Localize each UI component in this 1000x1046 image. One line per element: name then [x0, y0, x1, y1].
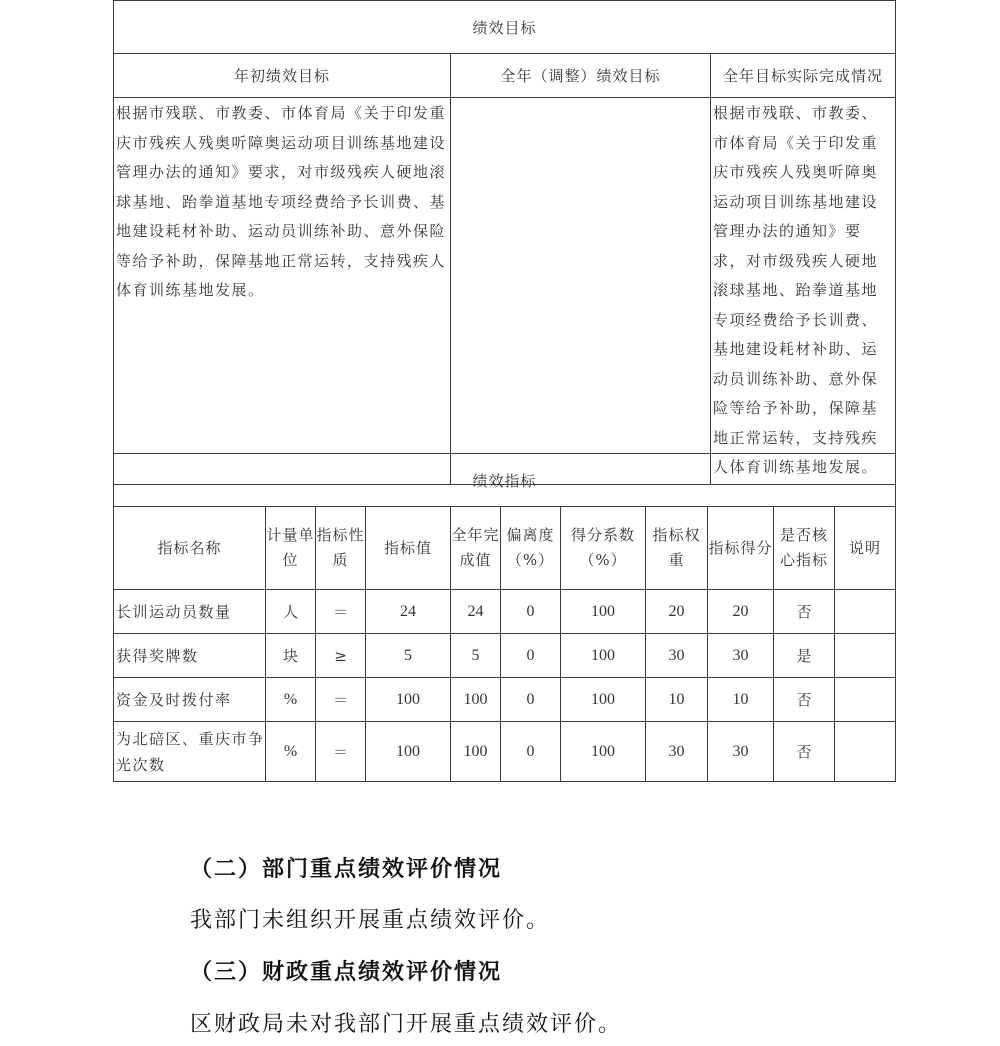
cell-score: 10	[708, 678, 774, 722]
header-core: 是否核心指标	[774, 507, 835, 590]
cell-coefficient: 100	[561, 634, 646, 678]
adjusted-goal-text	[451, 98, 711, 485]
cell-actual: 24	[451, 590, 501, 634]
cell-deviation: 0	[501, 634, 561, 678]
cell-target: 24	[366, 590, 451, 634]
cell-unit: 人	[266, 590, 316, 634]
table-row	[114, 722, 896, 782]
cell-nature: ≥	[316, 634, 366, 678]
cell-coefficient: 100	[561, 590, 646, 634]
cell-core: 是	[774, 634, 835, 678]
cell-deviation: 0	[501, 678, 561, 722]
section-heading-finance-evaluation: （三）财政重点绩效评价情况	[190, 959, 503, 985]
performance-goal-table	[113, 0, 896, 485]
cell-target: 100	[366, 722, 451, 782]
cell-note	[835, 590, 896, 634]
cell-weight: 10	[646, 678, 708, 722]
cell-name: 长训运动员数量	[114, 590, 266, 634]
cell-nature: ＝	[316, 678, 366, 722]
cell-target: 5	[366, 634, 451, 678]
indicator-header-row	[114, 507, 896, 590]
cell-unit: %	[266, 678, 316, 722]
performance-indicator-table	[113, 453, 896, 782]
cell-score: 30	[708, 722, 774, 782]
cell-weight: 30	[646, 722, 708, 782]
cell-deviation: 0	[501, 722, 561, 782]
indicator-table-title: 绩效指标	[114, 454, 896, 507]
cell-actual: 100	[451, 722, 501, 782]
cell-target: 100	[366, 678, 451, 722]
cell-nature: ＝	[316, 590, 366, 634]
cell-unit: %	[266, 722, 316, 782]
cell-weight: 30	[646, 634, 708, 678]
cell-score: 20	[708, 590, 774, 634]
goal-table-title: 绩效目标	[114, 1, 896, 54]
cell-actual: 100	[451, 678, 501, 722]
cell-name: 资金及时拨付率	[114, 678, 266, 722]
cell-core: 否	[774, 678, 835, 722]
header-indicator-name: 指标名称	[114, 507, 266, 590]
cell-coefficient: 100	[561, 722, 646, 782]
header-actual-value: 全年完成值	[451, 507, 501, 590]
cell-note	[835, 678, 896, 722]
actual-completion-text: 根据市残联、市教委、市体育局《关于印发重庆市残疾人残奥听障奥运动项目训练基地建设管理办法的通知》要求，对市级残疾人硬地滚球基地、跆拳道基地专项经费给予长训费、基地建设耗材补助、运动员训练补助、意外保险等给予补助，保障基地正常运转，支持残疾人体育训练基地发展。	[711, 98, 896, 485]
header-nature: 指标性质	[316, 507, 366, 590]
cell-score: 30	[708, 634, 774, 678]
header-actual-completion: 全年目标实际完成情况	[711, 54, 896, 98]
header-initial-goal: 年初绩效目标	[114, 54, 451, 98]
section-text-finance-evaluation: 区财政局未对我部门开展重点绩效评价。	[190, 1012, 623, 1037]
cell-actual: 5	[451, 634, 501, 678]
header-adjusted-goal: 全年（调整）绩效目标	[451, 54, 711, 98]
section-text-department-evaluation: 我部门未组织开展重点绩效评价。	[190, 908, 551, 933]
cell-coefficient: 100	[561, 678, 646, 722]
cell-note	[835, 722, 896, 782]
header-target-value: 指标值	[366, 507, 451, 590]
cell-unit: 块	[266, 634, 316, 678]
table-row	[114, 634, 896, 678]
cell-core: 否	[774, 722, 835, 782]
header-note: 说明	[835, 507, 896, 590]
section-heading-department-evaluation: （二）部门重点绩效评价情况	[190, 856, 503, 882]
initial-goal-text: 根据市残联、市教委、市体育局《关于印发重庆市残疾人残奥听障奥运动项目训练基地建设管理办法的通知》要求，对市级残疾人硬地滚球基地、跆拳道基地专项经费给予长训费、基地建设耗材补助、运动员训练补助、意外保险等给予补助，保障基地正常运转，支持残疾人体育训练基地发展。	[114, 98, 451, 485]
header-unit: 计量单位	[266, 507, 316, 590]
cell-name: 为北碚区、重庆市争光次数	[114, 722, 266, 782]
table-row	[114, 590, 896, 634]
cell-name: 获得奖牌数	[114, 634, 266, 678]
header-weight: 指标权重	[646, 507, 708, 590]
cell-core: 否	[774, 590, 835, 634]
header-score: 指标得分	[708, 507, 774, 590]
cell-deviation: 0	[501, 590, 561, 634]
cell-note	[835, 634, 896, 678]
cell-nature: ＝	[316, 722, 366, 782]
cell-weight: 20	[646, 590, 708, 634]
header-deviation: 偏离度（%）	[501, 507, 561, 590]
table-row	[114, 678, 896, 722]
header-coefficient: 得分系数（%）	[561, 507, 646, 590]
